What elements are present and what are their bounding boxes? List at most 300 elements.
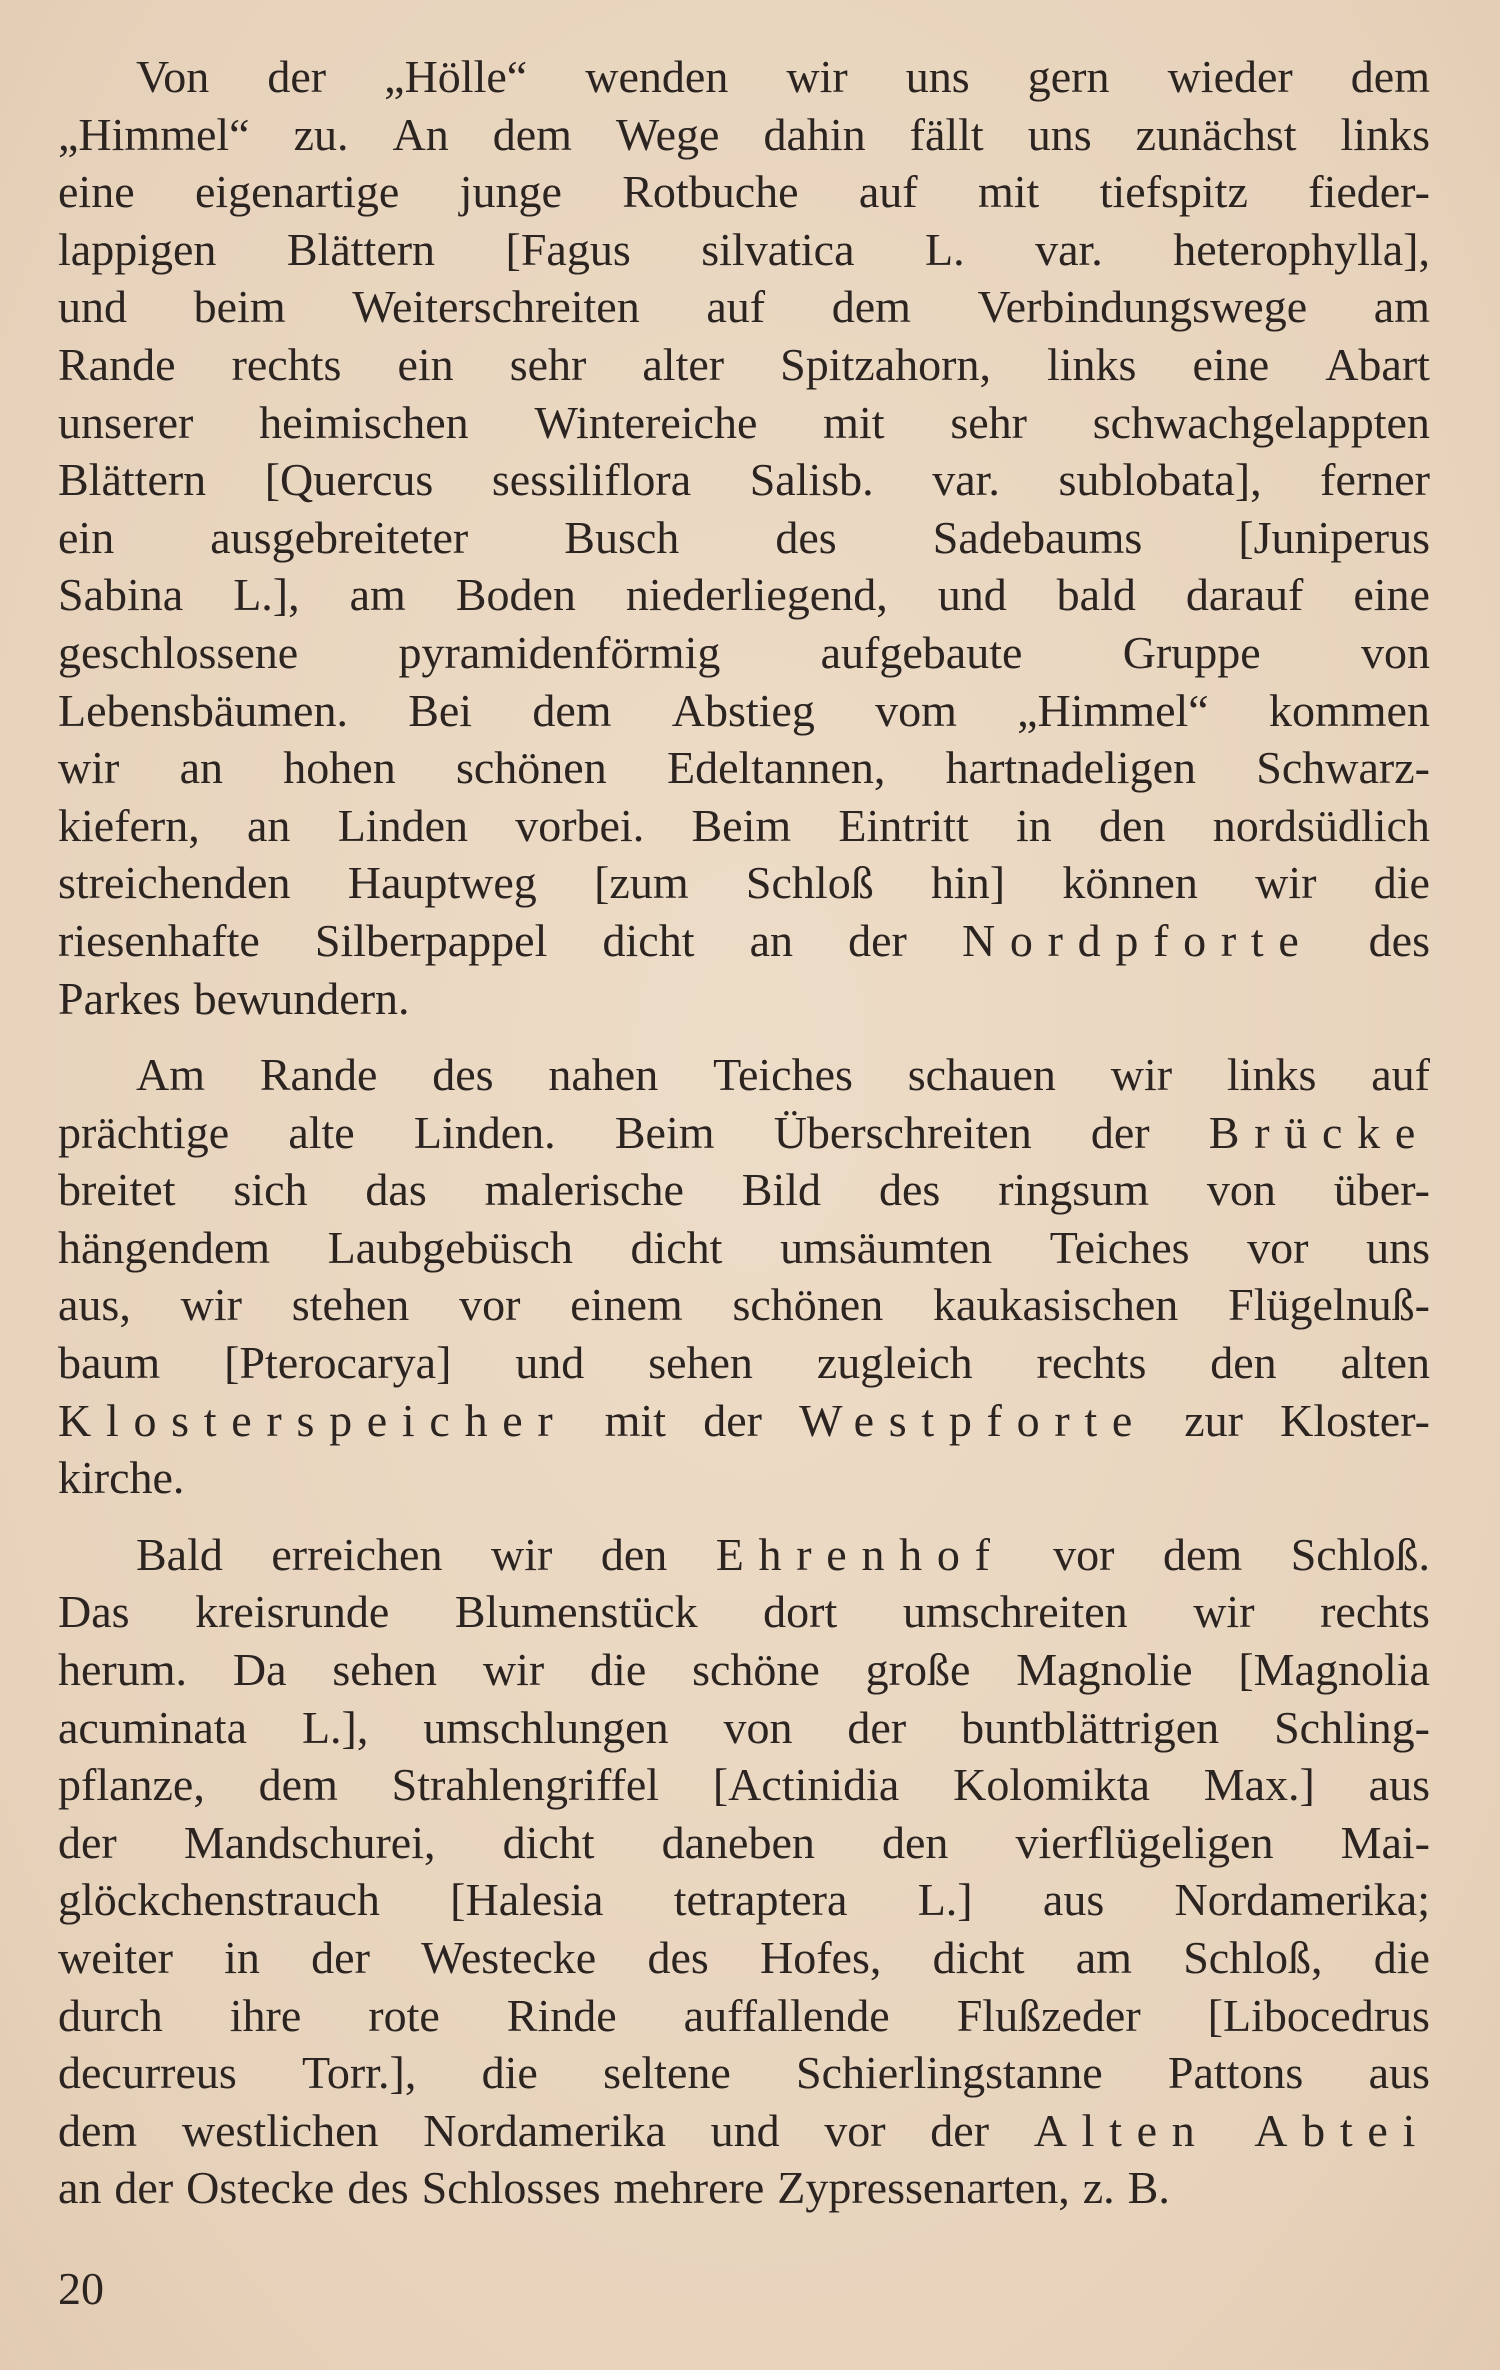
- word: am: [349, 569, 406, 621]
- text-line: [58, 1699, 1430, 1757]
- word: z.: [1082, 2162, 1115, 2214]
- word: dem: [258, 1759, 338, 1811]
- word: wir: [1193, 1586, 1255, 1638]
- word: [Quercus: [264, 454, 434, 506]
- word: [zum: [594, 857, 689, 909]
- text-line: [58, 509, 1430, 567]
- word: B.: [1127, 2162, 1170, 2214]
- word: Strahlengriffel: [391, 1759, 660, 1811]
- word: dicht: [932, 1932, 1025, 1983]
- word: der: [311, 1932, 370, 1983]
- text-line: [58, 163, 1430, 221]
- word: Flußzeder: [956, 1989, 1141, 2041]
- word: wir: [58, 742, 120, 794]
- text-line: [58, 394, 1430, 452]
- paragraph-gap: [58, 1027, 1430, 1046]
- word: kiefern,: [58, 799, 200, 851]
- word: durch: [58, 1989, 163, 2041]
- word: der: [848, 914, 907, 966]
- word: schönen: [732, 1279, 884, 1331]
- word: Sadebaums: [932, 511, 1143, 563]
- text-line: [58, 278, 1430, 336]
- word: Blättern: [286, 223, 436, 275]
- text-line: [58, 624, 1430, 682]
- word: Blättern: [58, 454, 207, 506]
- word: Rinde: [506, 1989, 617, 2041]
- word: Nordamerika;: [1174, 1874, 1430, 1926]
- word: heimischen: [259, 396, 469, 448]
- word: [Pterocarya]: [224, 1337, 452, 1389]
- word: Pattons: [1167, 2047, 1304, 2099]
- word: Sabina: [58, 569, 184, 621]
- word: links: [1047, 338, 1137, 390]
- word: westlichen: [181, 2104, 379, 2156]
- word: umschlungen: [423, 1701, 669, 1753]
- word: buntblättrigen: [961, 1701, 1220, 1753]
- text-line: [58, 739, 1430, 797]
- word: Bald: [136, 1528, 223, 1580]
- word: Schloß.: [1290, 1528, 1430, 1580]
- word: dahin: [763, 108, 866, 160]
- word: des: [878, 1164, 941, 1216]
- word: kreisrunde: [195, 1586, 390, 1638]
- word: und: [58, 281, 127, 333]
- word: lappigen: [58, 223, 217, 275]
- word: Blumenstück: [454, 1586, 698, 1638]
- word: bald: [1056, 569, 1136, 621]
- word: Überschreiten: [773, 1106, 1032, 1158]
- word: Ehrenhof: [715, 1528, 1005, 1580]
- word: streichenden: [58, 857, 291, 909]
- word: umschreiten: [902, 1586, 1128, 1638]
- word: ein: [58, 511, 115, 563]
- word: vor: [824, 2104, 886, 2156]
- word: Bei: [408, 684, 473, 736]
- word: Busch: [564, 511, 680, 563]
- word: L.]: [917, 1874, 973, 1926]
- word: daneben: [661, 1816, 815, 1868]
- word: wir: [180, 1279, 242, 1331]
- word: mit: [604, 1394, 666, 1446]
- word: var.: [1035, 223, 1103, 275]
- word: malerische: [484, 1164, 684, 1216]
- word: Da: [232, 1644, 287, 1696]
- word: dort: [763, 1586, 838, 1638]
- word: der: [58, 1816, 117, 1868]
- paragraph-gap: [58, 1507, 1430, 1526]
- word: die: [481, 2047, 538, 2099]
- word: glöckchenstrauch: [58, 1874, 380, 1926]
- word: uns: [1027, 108, 1092, 160]
- word: kommen: [1268, 684, 1430, 736]
- word: vor: [459, 1279, 521, 1331]
- word: eigenartige: [194, 166, 400, 218]
- word: weiter: [58, 1932, 173, 1983]
- word: Parkes: [58, 972, 181, 1024]
- word: baum: [58, 1337, 161, 1389]
- word: Abtei: [1254, 2104, 1430, 2156]
- word: Rande: [259, 1049, 378, 1101]
- text-line: [58, 1641, 1430, 1699]
- word: vom: [875, 684, 957, 736]
- text-line: [58, 1392, 1430, 1450]
- word: fieder-: [1308, 166, 1430, 218]
- text-line: [58, 1871, 1430, 1929]
- word: vierflügeligen: [1015, 1816, 1274, 1868]
- word: Schloß,: [1183, 1932, 1323, 1983]
- word: Weiterschreiten: [352, 281, 640, 333]
- body-text: [58, 48, 1430, 2217]
- word: L.],: [233, 569, 300, 621]
- word: wir: [786, 51, 848, 102]
- word: von: [1360, 626, 1430, 678]
- text-line: [58, 1161, 1430, 1219]
- word: wenden: [585, 51, 729, 102]
- word: Alten: [1033, 2104, 1210, 2156]
- word: rechts: [1320, 1586, 1430, 1638]
- word: Schierlingstanne: [796, 2047, 1103, 2099]
- word: Verbindungswege: [977, 281, 1308, 333]
- word: Westpforte: [799, 1394, 1147, 1446]
- word: Beim: [691, 799, 792, 851]
- word: der: [703, 1394, 762, 1446]
- text-line: [58, 1046, 1430, 1104]
- word: sehen: [332, 1644, 438, 1696]
- word: ferner: [1320, 454, 1430, 506]
- text-line: [58, 336, 1430, 394]
- word: Brücke: [1208, 1106, 1430, 1158]
- word: auf: [858, 166, 918, 218]
- word: sich: [233, 1164, 308, 1216]
- page-number: 20: [58, 2263, 104, 2314]
- word: mehrere: [613, 2162, 765, 2214]
- word: [Halesia: [450, 1874, 604, 1926]
- word: auf: [706, 281, 766, 333]
- word: gern: [1027, 51, 1110, 102]
- word: und: [937, 569, 1007, 621]
- word: eine: [1192, 338, 1270, 390]
- word: Ostecke: [186, 2162, 335, 2214]
- word: stehen: [291, 1279, 410, 1331]
- word: darauf: [1185, 569, 1304, 621]
- word: Schwarz-: [1256, 742, 1430, 794]
- word: Linden: [337, 799, 468, 851]
- word: Abart: [1325, 338, 1430, 390]
- text-line: [58, 1219, 1430, 1277]
- word: der: [1090, 1106, 1150, 1158]
- word: an: [58, 2162, 102, 2214]
- word: der: [930, 2104, 990, 2156]
- word: aus,: [58, 1279, 131, 1331]
- word: am: [1373, 281, 1430, 333]
- word: dicht: [630, 1221, 723, 1273]
- word: mit: [823, 396, 885, 448]
- word: Kolomikta: [953, 1759, 1150, 1811]
- word: der: [847, 1701, 907, 1753]
- word: fällt: [909, 108, 984, 160]
- word: ausgebreiteter: [210, 511, 469, 563]
- text-line: [58, 1276, 1430, 1334]
- word: wir: [482, 1644, 545, 1696]
- word: dem: [532, 684, 612, 736]
- word: zu.: [293, 108, 349, 160]
- word: Max.]: [1203, 1759, 1315, 1811]
- word: pyramidenförmig: [398, 626, 721, 678]
- word: und: [515, 1337, 585, 1389]
- word: und: [710, 2104, 780, 2156]
- word: des: [775, 511, 837, 563]
- word: „Himmel“: [58, 108, 250, 160]
- word: decurreus: [58, 2047, 237, 2099]
- word: hängendem: [58, 1221, 271, 1273]
- word: kirche.: [58, 1452, 185, 1504]
- text-line: [58, 451, 1430, 509]
- word: Von: [136, 51, 210, 102]
- word: von: [1206, 1164, 1276, 1216]
- word: hohen: [283, 742, 396, 794]
- word: zunächst: [1135, 108, 1297, 160]
- word: Flügelnuß-: [1228, 1279, 1430, 1331]
- word: breitet: [58, 1164, 176, 1216]
- word: Beim: [614, 1106, 715, 1158]
- word: auffallende: [683, 1989, 890, 2041]
- word: einem: [570, 1279, 683, 1331]
- text-line: [58, 106, 1430, 164]
- word: des: [347, 2162, 409, 2214]
- word: acuminata: [58, 1701, 248, 1753]
- text-line: [58, 2102, 1430, 2160]
- text-line: [58, 912, 1430, 970]
- text-line: [58, 566, 1430, 624]
- word: [Actinidia: [712, 1759, 900, 1811]
- text-line: [58, 970, 1430, 1028]
- word: Das: [58, 1586, 130, 1638]
- word: [Juniperus: [1238, 511, 1430, 563]
- word: heterophylla],: [1173, 223, 1430, 275]
- word: hin]: [931, 857, 1006, 909]
- word: können: [1062, 857, 1198, 909]
- word: Eintritt: [838, 799, 969, 851]
- word: uns: [1366, 1221, 1430, 1273]
- word: rechts: [231, 338, 342, 390]
- word: an: [749, 914, 794, 966]
- word: das: [365, 1164, 427, 1216]
- word: dicht: [602, 914, 695, 966]
- word: niederliegend,: [625, 569, 888, 621]
- word: [Magnolia: [1238, 1644, 1430, 1696]
- word: links: [1340, 108, 1430, 160]
- word: sehen: [648, 1337, 753, 1389]
- word: silvatica: [701, 223, 855, 275]
- word: Nordamerika: [423, 2104, 666, 2156]
- word: aus: [1368, 1759, 1430, 1811]
- word: kaukasischen: [933, 1279, 1179, 1331]
- word: vor: [1247, 1221, 1309, 1273]
- text-line: [58, 682, 1430, 740]
- word: erreichen: [271, 1528, 443, 1580]
- word: eine: [1353, 569, 1430, 621]
- word: Laubgebüsch: [327, 1221, 573, 1273]
- word: sublobata],: [1058, 454, 1262, 506]
- word: Nordpforte: [961, 914, 1314, 966]
- word: Mai-: [1340, 1816, 1430, 1868]
- word: vorbei.: [515, 799, 645, 851]
- word: in: [1016, 799, 1052, 851]
- word: an: [247, 799, 291, 851]
- word: die: [590, 1644, 647, 1696]
- word: über-: [1333, 1164, 1430, 1216]
- word: der: [114, 2162, 174, 2214]
- word: Am: [136, 1049, 205, 1101]
- word: Gruppe: [1122, 626, 1261, 678]
- text-line: [58, 1334, 1430, 1392]
- word: bewundern.: [193, 972, 410, 1024]
- word: der: [267, 51, 327, 102]
- word: Hofes,: [759, 1932, 882, 1983]
- word: wieder: [1167, 51, 1293, 102]
- word: prächtige: [58, 1106, 230, 1158]
- word: sehr: [509, 338, 587, 390]
- word: an: [179, 742, 224, 794]
- word: hartnadeligen: [945, 742, 1196, 794]
- word: Teiches: [1049, 1221, 1190, 1273]
- word: An: [392, 108, 449, 160]
- word: dem: [1350, 51, 1430, 102]
- word: aus: [1368, 2047, 1430, 2099]
- word: schwachgelappten: [1092, 396, 1430, 448]
- word: Teiches: [713, 1049, 853, 1101]
- word: auf: [1371, 1049, 1430, 1101]
- word: Wege: [615, 108, 720, 160]
- word: des: [1368, 914, 1430, 966]
- word: vor: [1053, 1528, 1115, 1580]
- word: alten: [1340, 1337, 1430, 1389]
- text-line: [58, 2044, 1430, 2102]
- word: große: [865, 1644, 971, 1696]
- word: „Himmel“: [1017, 684, 1209, 736]
- word: pflanze,: [58, 1759, 205, 1811]
- word: den: [1210, 1337, 1277, 1389]
- word: den: [881, 1816, 949, 1868]
- word: ihre: [229, 1989, 302, 2041]
- word: Salisb.: [749, 454, 874, 506]
- word: mit: [978, 166, 1040, 218]
- text-line: [58, 221, 1430, 279]
- word: dem: [831, 281, 911, 333]
- word: von: [723, 1701, 793, 1753]
- text-line: [58, 854, 1430, 912]
- word: Klosterspeicher: [58, 1394, 568, 1446]
- word: Magnolie: [1016, 1644, 1193, 1696]
- word: des: [647, 1932, 709, 1983]
- word: tetraptera: [673, 1874, 848, 1926]
- word: nahen: [548, 1049, 659, 1101]
- word: alter: [642, 338, 725, 390]
- text-line: [58, 1756, 1430, 1814]
- word: schönen: [455, 742, 607, 794]
- word: dicht: [502, 1816, 595, 1868]
- text-line: [58, 1929, 1430, 1987]
- text-line: [58, 48, 1430, 106]
- word: tiefspitz: [1099, 166, 1248, 218]
- word: „Hölle“: [384, 51, 528, 102]
- word: rechts: [1036, 1337, 1147, 1389]
- word: am: [1075, 1932, 1132, 1983]
- word: var.: [932, 454, 1000, 506]
- word: dem: [58, 2104, 138, 2156]
- word: Kloster-: [1280, 1394, 1430, 1446]
- word: L.],: [301, 1701, 369, 1753]
- word: beim: [193, 281, 286, 333]
- word: Edeltannen,: [666, 742, 886, 794]
- word: Bild: [741, 1164, 822, 1216]
- text-line: [58, 1583, 1430, 1641]
- word: Wintereiche: [534, 396, 758, 448]
- word: ein: [397, 338, 454, 390]
- text-line: [58, 2159, 1430, 2217]
- word: [Libocedrus: [1207, 1989, 1430, 2041]
- word: Schloß: [745, 857, 874, 909]
- word: ringsum: [998, 1164, 1149, 1216]
- text-line: [58, 1526, 1430, 1584]
- word: in: [224, 1932, 260, 1983]
- word: Rande: [58, 338, 176, 390]
- word: riesenhafte: [58, 914, 260, 966]
- word: zur: [1184, 1394, 1243, 1446]
- word: schauen: [907, 1049, 1056, 1101]
- word: Mandschurei,: [183, 1816, 436, 1868]
- word: des: [432, 1049, 494, 1101]
- text-line: [58, 797, 1430, 855]
- word: uns: [905, 51, 970, 102]
- word: aus: [1042, 1874, 1105, 1926]
- word: nordsüdlich: [1212, 799, 1430, 851]
- word: Silberpappel: [314, 914, 548, 966]
- word: wir: [1110, 1049, 1173, 1101]
- text-line: [58, 1104, 1430, 1162]
- word: geschlossene: [58, 626, 299, 678]
- word: Lebensbäumen.: [58, 684, 348, 736]
- word: unserer: [58, 396, 194, 448]
- word: schöne: [692, 1644, 820, 1696]
- word: aufgebaute: [820, 626, 1023, 678]
- word: Boden: [455, 569, 576, 621]
- word: Schling-: [1274, 1701, 1430, 1753]
- word: sessiliflora: [491, 454, 692, 506]
- word: junge: [459, 166, 562, 218]
- word: die: [1373, 1932, 1430, 1983]
- word: Abstieg: [671, 684, 815, 736]
- word: wir: [490, 1528, 553, 1580]
- word: rote: [368, 1989, 440, 2041]
- word: dem: [1162, 1528, 1243, 1580]
- word: dem: [492, 108, 572, 160]
- word: seltene: [603, 2047, 731, 2099]
- word: L.: [924, 223, 965, 275]
- word: Torr.],: [302, 2047, 417, 2099]
- word: Rotbuche: [622, 166, 799, 218]
- word: Zypressenarten,: [777, 2162, 1070, 2214]
- word: sehr: [950, 396, 1027, 448]
- word: die: [1373, 857, 1430, 909]
- text-line: [58, 1987, 1430, 2045]
- word: Westecke: [421, 1932, 597, 1983]
- text-line: [58, 1814, 1430, 1872]
- word: links: [1226, 1049, 1317, 1101]
- word: den: [1099, 799, 1166, 851]
- word: umsäumten: [780, 1221, 993, 1273]
- word: Linden.: [413, 1106, 556, 1158]
